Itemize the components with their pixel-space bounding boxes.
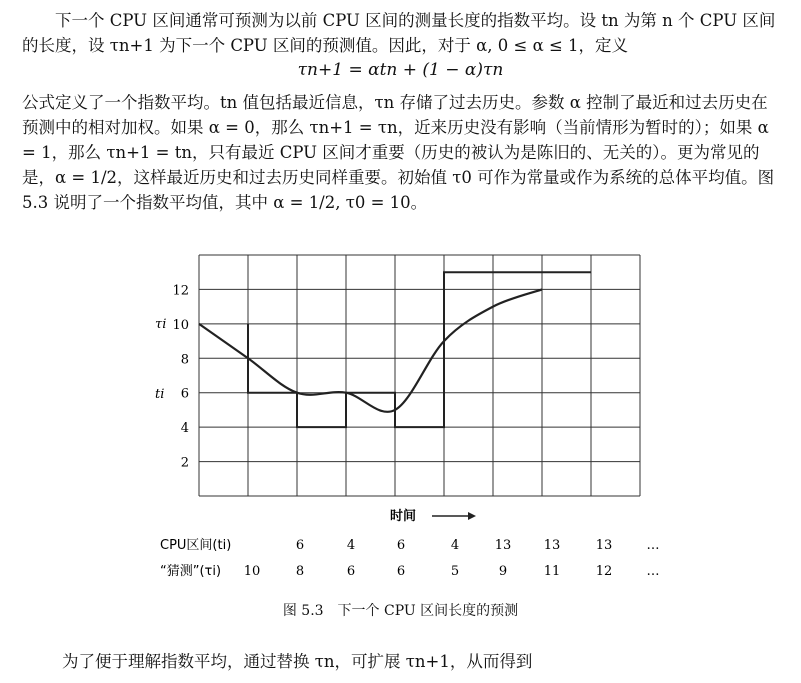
row2-value: 11 <box>543 564 561 579</box>
row1-value: 4 <box>346 538 356 553</box>
x-axis-label: 时间 <box>390 509 417 524</box>
row2-label: “猜测”(τi) <box>160 564 222 579</box>
y-tick-label: 6 <box>180 386 189 402</box>
row1-value: 13 <box>494 538 512 553</box>
paragraph-bottom: 为了便于理解指数平均，通过替换 τn，可扩展 τn+1，从而得到 <box>62 652 533 671</box>
chart-grid <box>199 255 640 496</box>
row2-value: 10 <box>243 564 261 579</box>
row1-value: 13 <box>595 538 613 553</box>
row2-value: 5 <box>450 564 460 579</box>
formula-exponential-average: τn+1 = αtn + (1 − α)τn <box>297 60 504 80</box>
x-axis-label-group <box>390 508 476 524</box>
y-axis-label-tau: τi <box>155 317 167 332</box>
row2-value: 12 <box>595 564 613 579</box>
row2-value: 8 <box>295 564 305 579</box>
row1-value: 6 <box>295 538 305 553</box>
y-axis-label-t: ti <box>155 387 165 402</box>
prediction-chart <box>150 240 670 595</box>
burst-series-line <box>248 272 591 427</box>
paragraph-explanation: 公式定义了一个指数平均。tn 值包括最近信息，τn 存储了过去历史。参数 α 控制了最近和过去历史在预测中的相对加权。如果 α = 0，那么 τn+1 = τn，近来历史没有影响（当前情形为暂时的）；如果 α = 1，那么 τn+1 = tn，只有最近 CPU 区间才重要（历史的被认为是陈旧的、无关的）。更为常见的是，α = 1/2，这样最近历史和过去历史同样重要。初始值 τ0 可作为常量或作为系统的总体平均值。图 5.3 说明了一个指数平均值，其中 α = 1/2, τ0 = 10。 <box>22 93 775 212</box>
value-rows <box>160 537 660 579</box>
row1-value: 6 <box>396 538 406 553</box>
row2-value: 6 <box>396 564 406 579</box>
y-tick-label: 12 <box>172 283 189 299</box>
row2-value: … <box>646 564 660 579</box>
paragraph-intro: 下一个 CPU 区间通常可预测为以前 CPU 区间的测量长度的指数平均。设 tn 为第 n 个 CPU 区间的长度，设 τn+1 为下一个 CPU 区间的预测值。因此，对于 α, 0 ≤ α ≤ 1，定义 <box>22 11 776 55</box>
time-arrowhead <box>468 512 476 520</box>
row2-value: 6 <box>346 564 356 579</box>
y-tick-label: 8 <box>180 352 189 368</box>
row1-value: 4 <box>450 538 460 553</box>
y-tick-label: 2 <box>180 455 189 471</box>
y-tick-label: 10 <box>172 317 189 333</box>
row1-value: 13 <box>543 538 561 553</box>
chart-axis <box>155 317 166 402</box>
row1-value: … <box>646 538 660 553</box>
y-tick-label: 4 <box>180 421 189 437</box>
y-ticks <box>172 283 189 470</box>
row1-label: CPU区间(ti) <box>160 538 232 553</box>
row2-value: 9 <box>498 564 508 579</box>
figure-caption: 图 5.3 下一个 CPU 区间长度的预测 <box>282 603 519 619</box>
